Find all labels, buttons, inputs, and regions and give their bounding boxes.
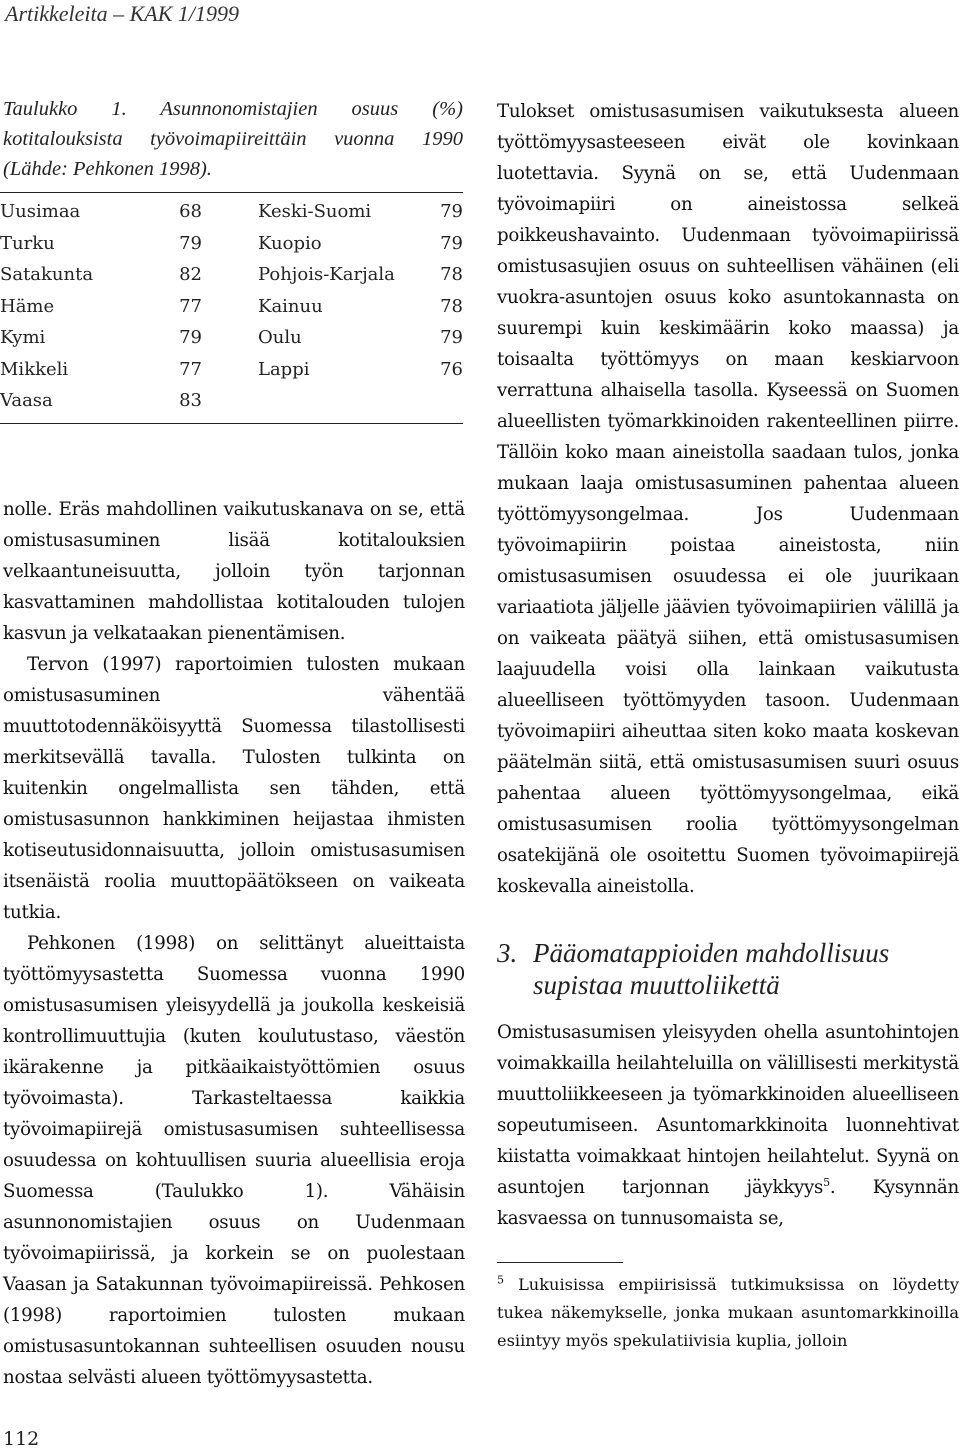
section-title-line2: supistaa muuttoliikettä (533, 970, 780, 1000)
table-cell: Turku (0, 232, 55, 254)
table-cell: Keski-Suomi (258, 201, 372, 223)
table-cell: Kuopio (258, 232, 322, 254)
running-head: Artikkeleita – KAK 1/1999 (5, 1, 240, 26)
table-cell: Pohjois-Karjala (258, 264, 395, 286)
table-cell: 79 (440, 327, 463, 349)
left-column (3, 494, 465, 1393)
right-column (497, 96, 959, 902)
table-cell: Kymi (0, 327, 46, 349)
footnote-ref: 5 (823, 1175, 830, 1189)
table-row (0, 354, 463, 386)
section-number: 3. (497, 938, 518, 968)
table-cell: 79 (179, 232, 202, 254)
table-cell: 76 (440, 358, 463, 380)
table-row (0, 228, 463, 260)
table-cell: 68 (179, 201, 202, 223)
paragraph: Tulokset omistusasumisen vaikutuksesta alueen työttömyysasteeseen eivät ole kovinkaan luotettavia. Syynä on se, että Uudenmaan työvoimapiiri on aineistossa selkeä poikkeushavainto. Uudenmaan työvoimapiirissä omistusasujien osuus on suhteellisen vähäinen (eli vuokra-asuntojen osuus koko asuntokannasta on suurempi kuin keskimäärin koko maassa) ja toisaalta työttömyys on maan keskiarvoon verrattuna alhaisella tasolla. Kyseessä on Suomen alueellisten työmarkkinoiden rakenteellinen piirre. Tällöin koko maan aineistolla saadaan tulos, jonka mukaan laaja omistusasuminen pahentaa alueen työttömyysongelmaa. Jos Uudenmaan työvoimapiirin poistaa aineistosta, niin omistusasumisen osuudessa ei ole juurikaan variaatiota jäljelle jäävien työvoimapiirien välillä ja on vaikeata päätyä siihen, että omistusasumisen laajuudella voisi olla lainkaan vaikutusta alueelliseen työttömyyden tasoon. Uudenmaan työvoimapiiri aiheuttaa siten koko maata koskevan päätelmän siitä, että omistusasumisen suuri osuus pahentaa alueen työttömyysongelmaa, eikä omistusasumisen roolia työttömyysongelman osatekijänä ole osoitettu Suomen työvoimapiirejä koskevalla aineistolla. (497, 101, 959, 897)
table-caption: Taulukko 1. Asunnonomistajien osuus (%) kotitalouksista työvoimapiireittäin vuonna 1990 (Lähde: Pehkonen 1998). (3, 98, 463, 180)
table-row (0, 259, 463, 291)
paragraph: Tervon (1997) raportoimien tulosten mukaan omistusasuminen vähentää muuttotodennäköisyyttä Suomessa tilastollisesti merkitsevällä tavalla. Tulosten tulkinta on kuitenkin ongelmallista sen tähden, että omistusasunnon hankkiminen heijastaa ihmisten kotiseutusidonnaisuutta, jolloin omistusasumisen itsenäistä roolia muuttopäätökseen on vaikeata tutkia. (3, 654, 465, 923)
paragraph: nolle. Eräs mahdollinen vaikutuskanava on se, että omistusasuminen lisää kotitalouksien velkaantuneisuutta, jolloin työn tarjonnan kasvattaminen mahdollistaa kotitalouden tulojen kasvun ja velkataakan pienentämisen. (3, 499, 465, 644)
table-cell: Uusimaa (0, 201, 81, 223)
section-heading (497, 937, 957, 1001)
footnote-number: 5 (497, 1273, 504, 1287)
table-cell: 83 (179, 390, 202, 412)
right-column-lower (497, 1017, 959, 1234)
table-cell: 78 (440, 295, 463, 317)
table-row (0, 385, 463, 423)
table-row (0, 322, 463, 354)
table-cell: 79 (440, 232, 463, 254)
table-cell: Häme (0, 295, 55, 317)
footnote (497, 1271, 959, 1355)
table-cell: 77 (179, 295, 202, 317)
table-row (0, 193, 463, 228)
table-cell: Lappi (258, 358, 310, 380)
ownership-table (0, 192, 463, 424)
table-cell (408, 385, 463, 423)
paragraph: Pehkonen (1998) on selittänyt alueittaista työttömyysastetta Suomessa vuonna 1990 omistusasumisen yleisyydellä ja joukolla keskeisiä kontrollimuuttujia (kuten koulutustaso, väestön ikärakenne ja pitkäaikaistyöttömien osuus työvoimasta). Tarkasteltaessa kaikkia työvoimapiirejä omistusasumisen suhteellisessa osuudessa on kohtuullisen suuria alueellisia eroja Suomessa (Taulukko 1). Vähäisin asunnonomistajien osuus on Uudenmaan työvoimapiirissä, ja korkein se on puolestaan Vaasan ja Satakunnan työvoimapiireissä. Pehkosen (1998) raportoimien tulosten mukaan omistusasuntokannan suhteellisen osuuden nousu nostaa selvästi alueen työttömyysastetta. (3, 933, 465, 1388)
paragraph (497, 1017, 959, 1234)
table-row (0, 291, 463, 323)
paragraph-tail: . Kysynnän kasvaessa on tunnusomaista se, (497, 1177, 959, 1229)
paragraph-text: Omistusasumisen yleisyyden ohella asuntohintojen voimakkailla heilahteluilla on välillisesti merkitystä muuttoliikkeeseen ja työmarkkinoiden alueelliseen sopeutumiseen. Asuntomarkkinoita luonnehtivat kiistatta voimakkaat hintojen heilahtelut. Syynä on asuntojen tarjonnan jäykkyys (497, 1022, 959, 1198)
table-cell: Kainuu (258, 295, 323, 317)
table-cell: 82 (179, 264, 202, 286)
footnote-text: Lukuisissa empiirisissä tutkimuksissa on löydetty tukea näkemykselle, jonka mukaan asuntomarkkinoilla esiintyy myös spekulatiivisia kuplia, jolloin (497, 1275, 959, 1350)
section-title-line1: Pääomatappioiden mahdollisuus (533, 938, 890, 968)
footnote-divider (497, 1262, 623, 1263)
page-number: 112 (3, 1428, 40, 1450)
table-cell: Vaasa (0, 390, 53, 412)
table-cell: 77 (179, 358, 202, 380)
table-cell: 79 (440, 201, 463, 223)
table-cell: Mikkeli (0, 358, 69, 380)
table-cell: 78 (440, 264, 463, 286)
table-cell: 79 (179, 327, 202, 349)
table-cell (258, 385, 408, 423)
table-cell: Satakunta (0, 264, 94, 286)
table-cell: Oulu (258, 327, 302, 349)
